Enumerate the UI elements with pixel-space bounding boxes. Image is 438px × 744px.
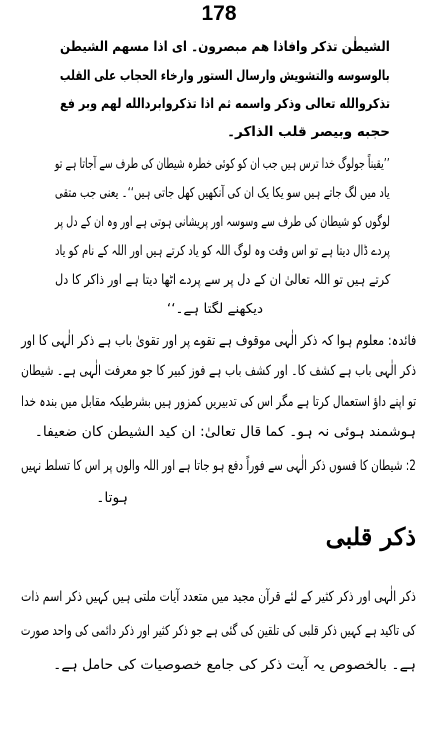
page-number: 178 bbox=[201, 2, 237, 25]
arabic-line: حجبه وبیصر قلب الذاکر۔ bbox=[227, 124, 390, 140]
benefit-line: 2: شیطان کا فسوں ذکر الٰہی سے فوراً دفع ہو جاتا ہے اور اللہ والوں پر اس کا تسلط نہیں bbox=[21, 458, 416, 474]
paragraph-line: کی تاکید ہے کہیں ذکر قلبی کی تلقین کی گئی ہے جو ذکر کثیر اور ذکر دائمی کی واحد صورت bbox=[21, 623, 416, 639]
quote-line: کرتے ہیں تو اللہ تعالیٰ ان کے دل پر سے پردے اٹھا دیتا ہے اور ذاکر کا دل bbox=[54, 272, 390, 288]
arabic-line: تذکروالله تعالی وذکر واسمه ثم اذا تذکروابردالله لهم وبر فع bbox=[59, 96, 390, 112]
paragraph-line: ذکر الٰہی اور ذکر کثیر کے لئے قرآن مجید میں متعدد آیات ملتی ہیں کہیں ذکر اسم ذات bbox=[21, 589, 416, 605]
benefit-line: ذکر الٰہی باب ہے کشف کا۔ اور کشف باب ہے فوز کبیر کا جو معرفت الٰہی ہے۔ شیطان bbox=[20, 363, 416, 379]
benefit-line: فائدہ: معلوم ہوا کہ ذکر الٰہی موقوف ہے تقوے پر اور تقویٰ باب ہے ذکر الٰہی کا اور bbox=[20, 333, 416, 349]
quote-line: یاد میں لگ جاتے ہیں سو یکا یک ان کی آنکھیں کھل جاتی ہیں‘‘۔ یعنی جب متقی bbox=[55, 185, 390, 201]
arabic-line: بالوسوسه والتشویش وارسال الستور وارخاء الحجاب علی القلب bbox=[60, 68, 390, 84]
benefit-line: تو اپنے داؤ استعمال کرتا ہے مگر اس کی تدبیریں کمزور ہیں بشرطیکہ مقابل میں بندہ خدا bbox=[20, 394, 416, 410]
benefit-line: ہوتا۔ bbox=[96, 490, 128, 506]
arabic-line: الشیطٰن تذکر وافاذا هم مبصرون۔ ای اذا مسهم الشیطن bbox=[60, 39, 390, 55]
section-heading: ذکر قلبی bbox=[325, 522, 416, 551]
benefit-line: ہوشمند ہوئی نہ ہو۔ کما قال تعالیٰ: ان کید الشیطن کان ضعیفا۔ bbox=[34, 424, 416, 440]
quote-line: پردے ڈال دیتا ہے تو اس وقت وہ لوگ اللہ کو یاد کرتے ہیں اور اللہ کے نام کو یاد bbox=[54, 243, 390, 259]
quote-line: لوگوں کو شیطان کی طرف سے وسوسہ اور پریشانی ہوتی ہے اور وہ ان کے دل پر bbox=[55, 214, 390, 230]
quote-line: دیکھنے لگتا ہے۔‘‘ bbox=[166, 301, 263, 317]
quote-line: ’’یقیناً جولوگ خدا ترس ہیں جب ان کو کوئی خطرہ شیطان کی طرف سے آجاتا ہے تو bbox=[55, 156, 390, 172]
paragraph-line: ہے۔ بالخصوص یہ آیت ذکر کی جامع خصوصیات کی حامل ہے۔ bbox=[53, 657, 416, 673]
